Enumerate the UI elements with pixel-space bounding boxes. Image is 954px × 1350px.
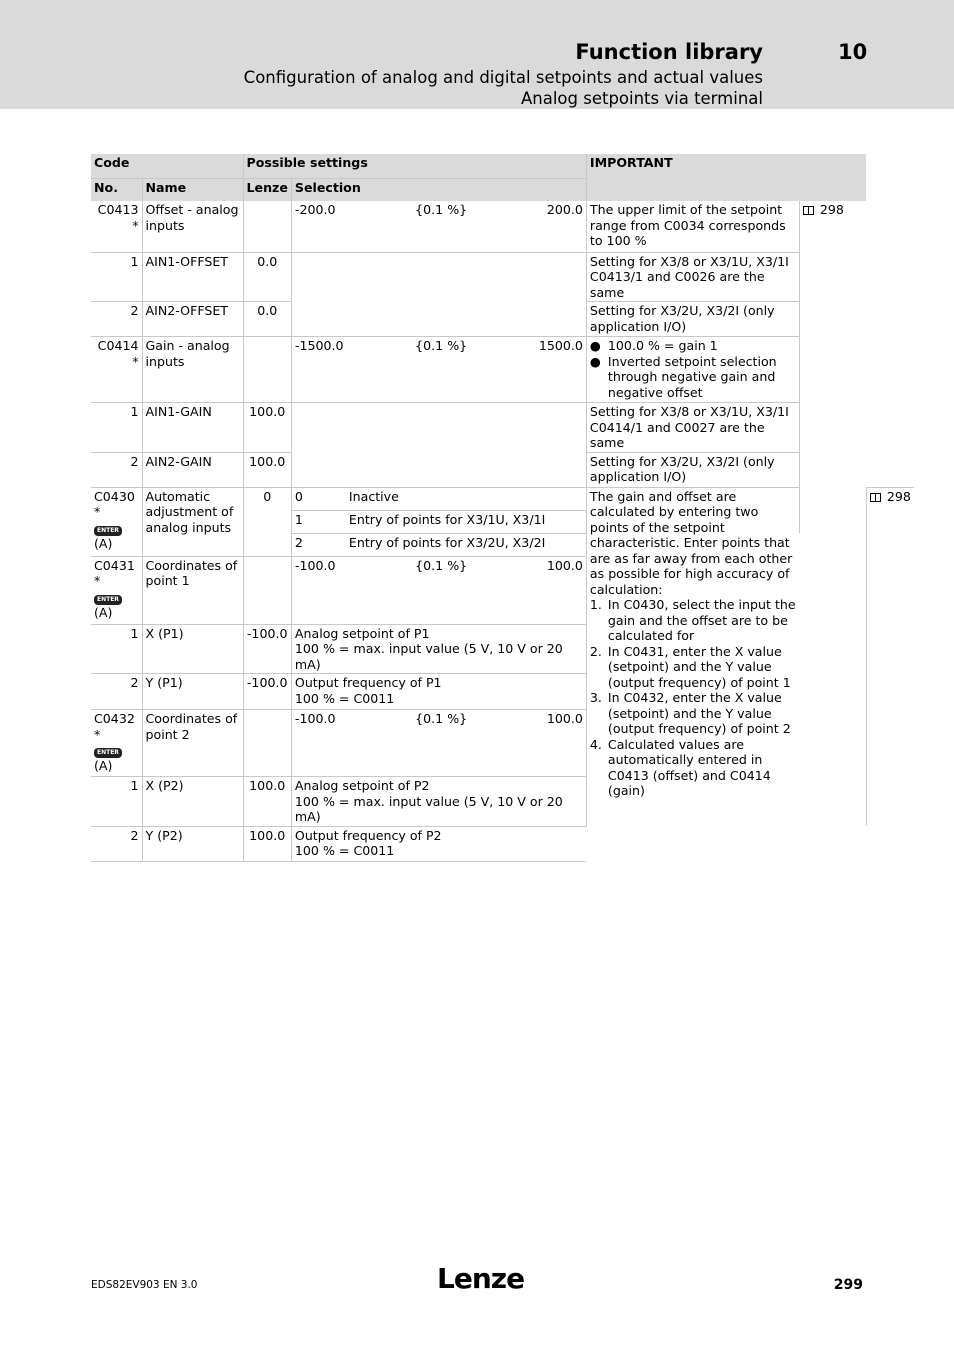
subcode-no: 1 bbox=[91, 777, 142, 827]
page-header bbox=[0, 0, 954, 109]
lenze-cell: -100.0 bbox=[243, 674, 291, 710]
step-item: 3. In C0432, enter the X value (setpoint) and the Y value (output frequency) of point 2 bbox=[589, 690, 791, 736]
header-code: Code bbox=[91, 154, 243, 178]
lenze-cell: -100.0 bbox=[243, 624, 291, 674]
selection-option: 0 Inactive bbox=[291, 487, 586, 510]
name-cell: AIN2-OFFSET bbox=[142, 302, 243, 337]
enter-key-icon: ENTER bbox=[94, 526, 122, 536]
mode-label: (A) bbox=[94, 758, 113, 773]
name-cell: X (P1) bbox=[142, 624, 243, 674]
range-min: -100.0 bbox=[294, 557, 336, 573]
code-star: * bbox=[94, 573, 101, 588]
mode-label: (A) bbox=[94, 604, 113, 620]
code-star: * bbox=[94, 504, 101, 519]
lenze-cell bbox=[243, 556, 291, 624]
important-cell: Setting for X3/8 or X3/1U, X3/1I C0414/1 and C0027 are the same bbox=[586, 403, 799, 453]
important-cell bbox=[586, 337, 799, 403]
table-row bbox=[91, 826, 914, 861]
code-value: C0413 bbox=[97, 202, 139, 217]
code-cell bbox=[91, 710, 142, 777]
name-cell: Y (P2) bbox=[142, 826, 243, 861]
bullet-item: ● 100.0 % = gain 1 bbox=[589, 338, 718, 353]
selection-cell: Output frequency of P1 100 % = C0011 bbox=[291, 674, 586, 710]
document-id: EDS82EV903 EN 3.0 bbox=[91, 1279, 198, 1291]
code-value: C0432 bbox=[94, 711, 135, 726]
selection-cell bbox=[291, 403, 586, 488]
enter-key-icon: ENTER bbox=[94, 748, 122, 758]
code-cell bbox=[91, 556, 142, 624]
code-value: C0430 bbox=[94, 488, 135, 504]
book-icon bbox=[870, 493, 881, 502]
mode-label: (A) bbox=[94, 535, 113, 551]
table-row bbox=[91, 487, 914, 510]
header-name: Name bbox=[142, 178, 243, 201]
step-item: 1. In C0430, select the input the gain and the offset are to be calculated for bbox=[589, 597, 796, 643]
bullet-item: ● Inverted setpoint selection through negative gain and negative offset bbox=[589, 353, 777, 400]
code-cell bbox=[91, 337, 142, 403]
header-selection: Selection bbox=[291, 178, 586, 201]
important-cell: Setting for X3/2U, X3/2I (only application I/O) bbox=[586, 302, 799, 337]
table-row bbox=[91, 337, 914, 403]
code-value: C0414 bbox=[97, 338, 139, 353]
range-max: 1500.0 bbox=[538, 338, 583, 353]
bullet-icon: ● bbox=[589, 353, 601, 369]
header-possible-settings: Possible settings bbox=[243, 154, 586, 178]
table-header-row-1 bbox=[91, 154, 914, 178]
table-row bbox=[91, 201, 914, 252]
lenze-cell: 0.0 bbox=[243, 252, 291, 302]
important-cell bbox=[586, 487, 799, 826]
range-min: -100.0 bbox=[294, 711, 336, 726]
name-cell: Y (P1) bbox=[142, 674, 243, 710]
range-min: -1500.0 bbox=[294, 338, 344, 353]
chapter-title: Function library bbox=[575, 40, 763, 64]
selection-cell: Analog setpoint of P2 100 % = max. input value (5 V, 10 V or 20 mA) bbox=[291, 777, 586, 827]
range-step: {0.1 %} bbox=[415, 202, 468, 217]
subcode-no: 1 bbox=[91, 252, 142, 302]
name-cell: X (P2) bbox=[142, 777, 243, 827]
page-reference: 298 bbox=[819, 202, 844, 217]
code-value: C0431 bbox=[94, 557, 135, 573]
selection-cell: Analog setpoint of P1 100 % = max. input value (5 V, 10 V or 20 mA) bbox=[291, 624, 586, 674]
subcode-no: 1 bbox=[91, 403, 142, 453]
code-star: * bbox=[132, 217, 139, 233]
selection-option: 2 Entry of points for X3/2U, X3/2I bbox=[291, 533, 586, 556]
selection-cell bbox=[291, 710, 586, 777]
name-cell: Gain - analog inputs bbox=[142, 337, 243, 403]
book-icon bbox=[803, 206, 814, 215]
step-item: 4. Calculated values are automatically entered in C0413 (offset) and C0414 (gain) bbox=[589, 736, 771, 798]
subsection-title: Analog setpoints via terminal bbox=[520, 89, 763, 108]
range-max: 100.0 bbox=[546, 557, 583, 573]
selection-cell: Output frequency of P2 100 % = C0011 bbox=[291, 826, 586, 861]
subcode-no: 2 bbox=[91, 302, 142, 337]
name-cell: AIN1-GAIN bbox=[142, 403, 243, 453]
range-min: -200.0 bbox=[294, 202, 336, 217]
subcode-no: 2 bbox=[91, 674, 142, 710]
code-cell bbox=[91, 487, 142, 556]
name-cell: Coordinates of point 1 bbox=[142, 556, 243, 624]
selection-cell bbox=[291, 201, 586, 252]
table-row bbox=[91, 403, 914, 453]
code-table bbox=[91, 154, 914, 862]
important-cell: Setting for X3/8 or X3/1U, X3/1I C0413/1 and C0026 are the same bbox=[586, 252, 799, 302]
selection-cell bbox=[291, 337, 586, 403]
code-star: * bbox=[132, 353, 139, 369]
lenze-cell: 0 bbox=[243, 487, 291, 556]
section-title: Configuration of analog and digital setpoints and actual values bbox=[243, 68, 763, 87]
chapter-number: 10 bbox=[838, 40, 868, 64]
reference-cell bbox=[866, 487, 914, 826]
name-cell: AIN1-OFFSET bbox=[142, 252, 243, 302]
range-step: {0.1 %} bbox=[415, 338, 468, 353]
header-lenze: Lenze bbox=[243, 178, 291, 201]
selection-cell bbox=[291, 252, 586, 337]
code-star: * bbox=[94, 726, 101, 742]
lenze-cell bbox=[243, 337, 291, 403]
important-cell: The upper limit of the setpoint range from C0034 corresponds to 100 % bbox=[586, 201, 799, 252]
step-item: 2. In C0431, enter the X value (setpoint) and the Y value (output frequency) of point 1 bbox=[589, 643, 791, 690]
bullet-icon: ● bbox=[589, 338, 601, 353]
name-cell: AIN2-GAIN bbox=[142, 452, 243, 487]
lenze-cell: 100.0 bbox=[243, 826, 291, 861]
range-max: 100.0 bbox=[546, 711, 583, 726]
lenze-cell: 100.0 bbox=[243, 452, 291, 487]
subcode-no: 2 bbox=[91, 452, 142, 487]
subcode-no: 2 bbox=[91, 826, 142, 861]
header-important: IMPORTANT bbox=[586, 154, 866, 201]
selection-cell bbox=[291, 556, 586, 624]
page-number: 299 bbox=[833, 1277, 863, 1293]
name-cell: Automatic adjustment of analog inputs bbox=[142, 487, 243, 556]
range-max: 200.0 bbox=[546, 202, 583, 217]
lenze-cell: 0.0 bbox=[243, 302, 291, 337]
lenze-cell bbox=[243, 710, 291, 777]
reference-cell bbox=[799, 201, 866, 533]
important-cell: Setting for X3/2U, X3/2I (only application I/O) bbox=[586, 452, 799, 487]
header-no: No. bbox=[91, 178, 142, 201]
lenze-logo: Lenze bbox=[437, 1262, 525, 1295]
lenze-cell: 100.0 bbox=[243, 403, 291, 453]
name-cell: Coordinates of point 2 bbox=[142, 710, 243, 777]
range-step: {0.1 %} bbox=[415, 557, 468, 573]
page-reference: 298 bbox=[886, 488, 911, 504]
subcode-no: 1 bbox=[91, 624, 142, 674]
enter-key-icon: ENTER bbox=[94, 595, 122, 605]
range-step: {0.1 %} bbox=[415, 711, 468, 726]
calc-intro: The gain and offset are calculated by entering two points of the setpoint characteristic. Enter points that are as far away from each other as possible for high accuracy of calculation: bbox=[589, 488, 793, 597]
name-cell: Offset - analog inputs bbox=[142, 201, 243, 252]
selection-option: 1 Entry of points for X3/1U, X3/1I bbox=[291, 510, 586, 533]
lenze-cell: 100.0 bbox=[243, 777, 291, 827]
lenze-cell bbox=[243, 201, 291, 252]
table-row bbox=[91, 252, 914, 302]
code-cell bbox=[91, 201, 142, 252]
